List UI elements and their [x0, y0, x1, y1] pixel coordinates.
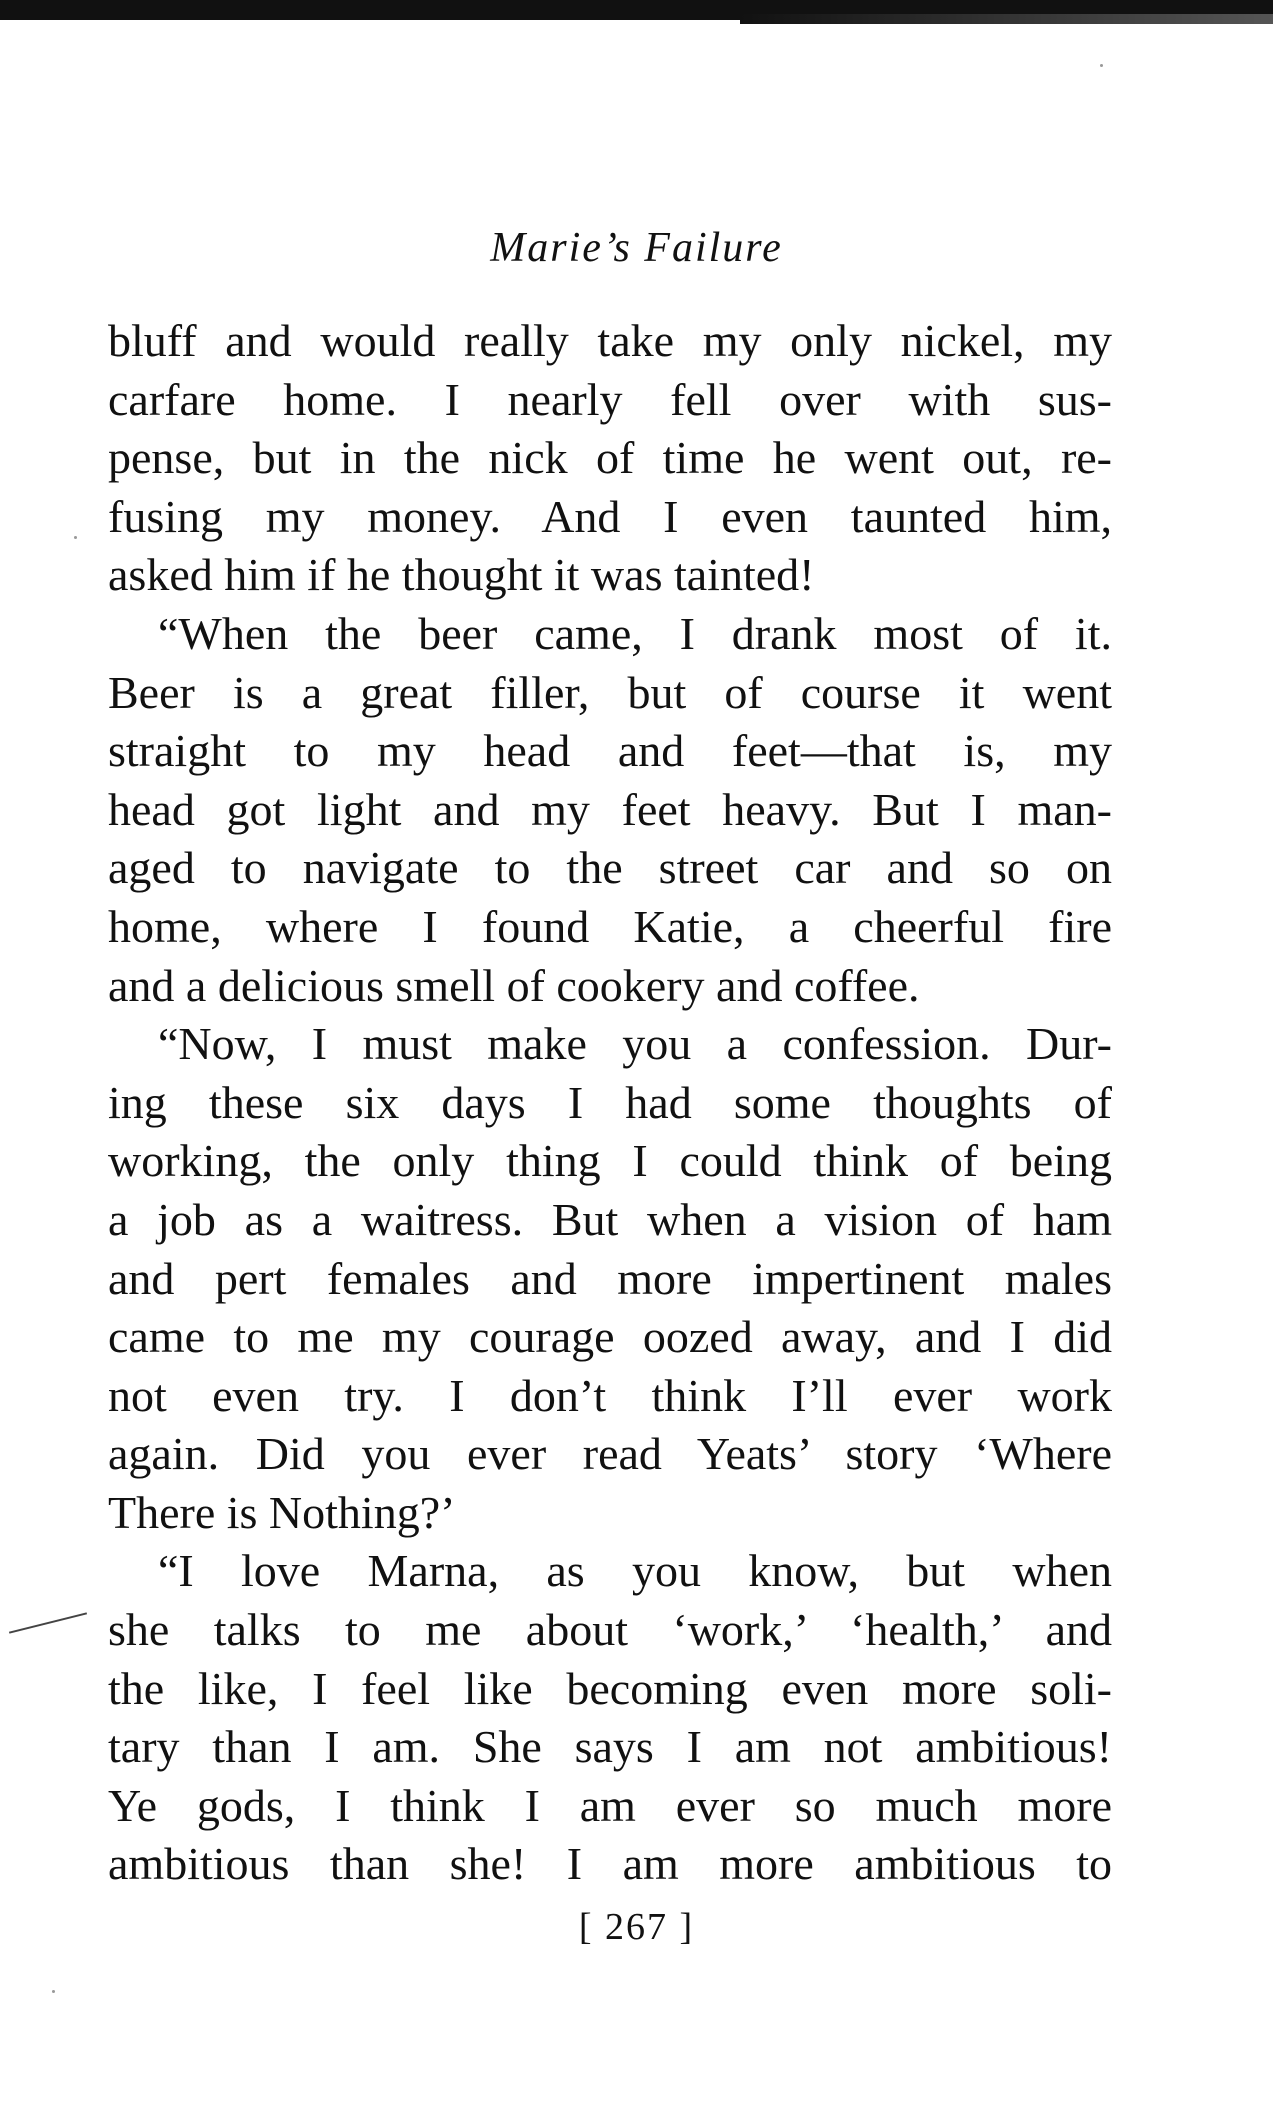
text-line: not even try. I don’t think I’ll ever work [108, 1369, 1112, 1421]
text-line: pense, but in the nick of time he went out, re- [108, 432, 1112, 484]
text-line: tary than I am. She says I am not ambitious! [108, 1721, 1112, 1773]
text-line: “Now, I must make you a confession. Dur- [158, 1018, 1112, 1070]
text-line: bluff and would really take my only nickel, my [108, 315, 1112, 366]
text-line: Ye gods, I think I am ever so much more [108, 1779, 1112, 1831]
text-line: aged to navigate to the street car and so on [108, 842, 1112, 894]
text-line: she talks to me about ‘work,’ ‘health,’ and [108, 1604, 1112, 1656]
running-head: Marie’s Failure [490, 225, 783, 271]
text-line: asked him if he thought it was tainted! [108, 549, 815, 601]
text-line: a job as a waitress. But when a vision of ham [108, 1193, 1112, 1245]
text-line: came to me my courage oozed away, and I did [108, 1311, 1112, 1363]
paper-speck [1100, 64, 1103, 67]
text-line: and pert females and more impertinent males [108, 1252, 1112, 1304]
text-line: ing these six days I had some thoughts of [108, 1076, 1112, 1128]
text-line: There is Nothing?’ [108, 1486, 456, 1538]
text-line: “When the beer came, I drank most of it. [158, 607, 1112, 659]
text-line: carfare home. I nearly fell over with sus- [108, 373, 1112, 425]
top-rule-fade [740, 14, 1273, 24]
text-line: Beer is a great filler, but of course it went [108, 666, 1112, 718]
page-number: [ 267 ] [578, 1906, 695, 1948]
text-line: “I love Marna, as you know, but when [158, 1545, 1112, 1597]
text-line: the like, I feel like becoming even more soli- [108, 1662, 1112, 1714]
body-text [108, 312, 1112, 1894]
paper-speck [52, 1990, 55, 1993]
text-line: home, where I found Katie, a cheerful fire [108, 900, 1112, 952]
text-line: head got light and my feet heavy. But I man- [108, 783, 1112, 835]
text-line: and a delicious smell of cookery and coffee. [108, 959, 920, 1011]
text-line: fusing my money. And I even taunted him, [108, 490, 1112, 542]
text-line: ambitious than she! I am more ambitious to [108, 1838, 1112, 1890]
text-line: again. Did you ever read Yeats’ story ‘Where [108, 1428, 1112, 1480]
margin-pencil-mark [9, 1612, 87, 1633]
text-line: straight to my head and feet—that is, my [108, 725, 1112, 777]
text-line: working, the only thing I could think of being [108, 1135, 1112, 1187]
paper-speck [74, 536, 77, 539]
